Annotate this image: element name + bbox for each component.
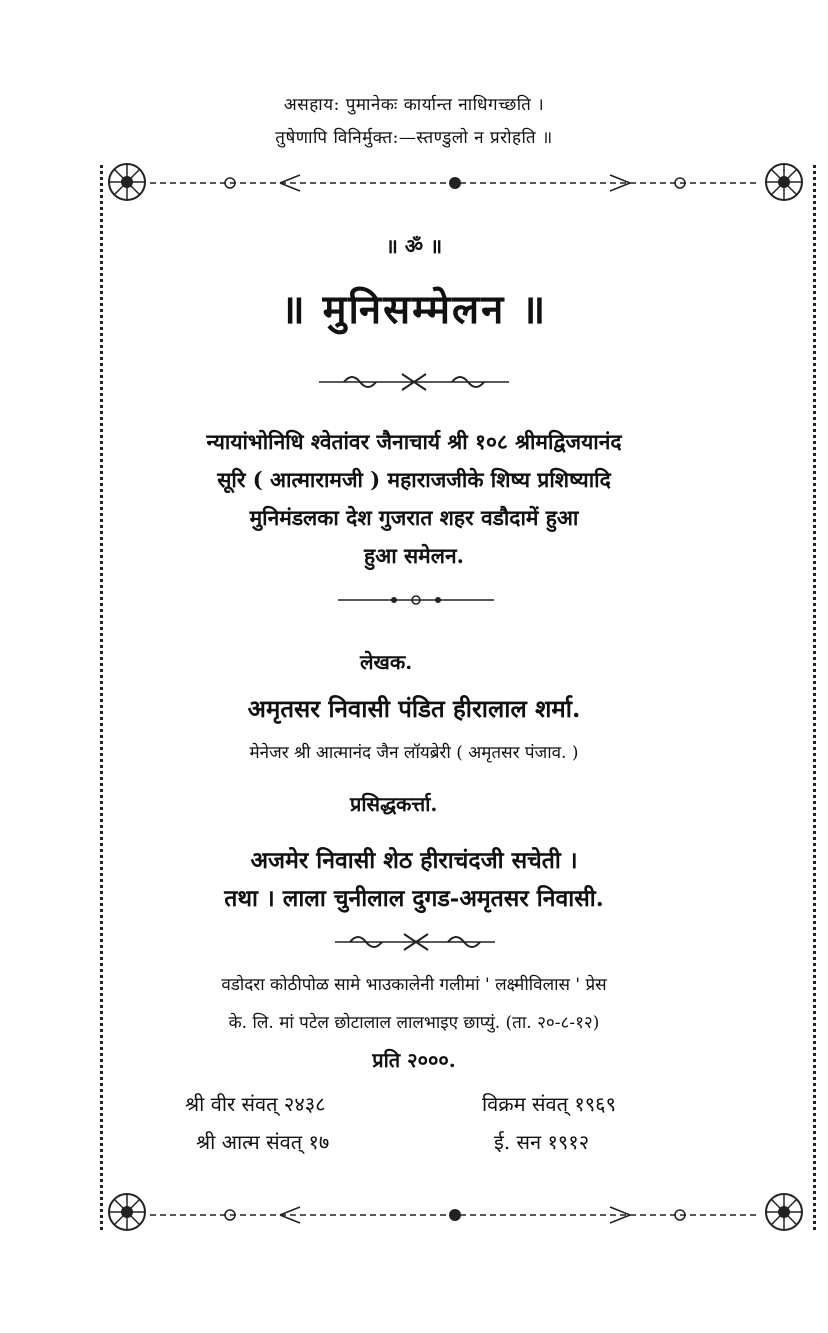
dotted-divider-icon — [334, 592, 498, 608]
corner-rosette-icon — [105, 160, 149, 204]
vine-ornament-icon — [330, 930, 500, 954]
isvi-year: ई. सन १९१२ — [494, 1130, 590, 1154]
vine-ornament-icon — [314, 370, 514, 394]
description-line-1: न्यायांभोनिधि श्वेतांवर जैनाचार्य श्री १०८ श्रीमद्विजयानंद — [206, 429, 622, 454]
corner-rosette-icon — [762, 160, 806, 204]
description-line-4: हुआ समेलन. — [364, 543, 464, 568]
press-line-1: वडोदरा कोठीपोळ सामे भाउकालेनी गलीमां ' लक्ष्मीविलास ' प्रेस — [221, 975, 607, 995]
motto-line-2: तुषेणापि विनिर्मुक्त:—स्तण्डुलो न प्ररोहति ॥ — [275, 128, 553, 148]
corner-rosette-icon — [105, 1190, 149, 1234]
author-heading: लेखक. — [360, 650, 413, 674]
publisher-heading: प्रसिद्धकर्त्ता. — [350, 792, 438, 816]
om-heading: ॥ ॐ ॥ — [385, 234, 443, 258]
page-title: ॥ मुनिसम्मेलन ॥ — [280, 286, 548, 333]
top-ornament-band — [110, 168, 800, 198]
corner-rosette-icon — [762, 1190, 806, 1234]
publisher-line-1: अजमेर निवासी शेठ हीराचंदजी सचेती । — [250, 847, 578, 874]
author-role: मेनेजर श्री आत्मानंद जैन लॉयब्रेरी ( अमृतसर पंजाव. ) — [249, 743, 579, 763]
copies-count: प्रति २०००. — [372, 1048, 456, 1072]
author-name: अमृतसर निवासी पंडित हीरालाल शर्मा. — [247, 694, 581, 723]
bottom-ornament-band — [110, 1200, 800, 1230]
press-line-2: के. लि. मां पटेल छोटालाल लालभाइए छाप्युं. (ता. २०-८-१२) — [228, 1013, 600, 1033]
publisher-line-2: तथा । लाला चुनीलाल दुगड-अमृतसर निवासी. — [224, 885, 604, 912]
veer-samvat: श्री वीर संवत् २४३८ — [185, 1092, 326, 1116]
vikram-samvat: विक्रम संवत् १९६९ — [482, 1092, 616, 1116]
description-line-2: सूरि ( आत्मारामजी ) महाराजजीके शिष्य प्रशिष्यादि — [217, 467, 611, 492]
atma-samvat: श्री आत्म संवत् १७ — [196, 1130, 330, 1154]
description-line-3: मुनिमंडलका देश गुजरात शहर वडौदामें हुआ — [249, 505, 579, 530]
motto-line-1: असहाय: पुमानेकः कार्यान्त नाधिगच्छति । — [283, 95, 545, 115]
